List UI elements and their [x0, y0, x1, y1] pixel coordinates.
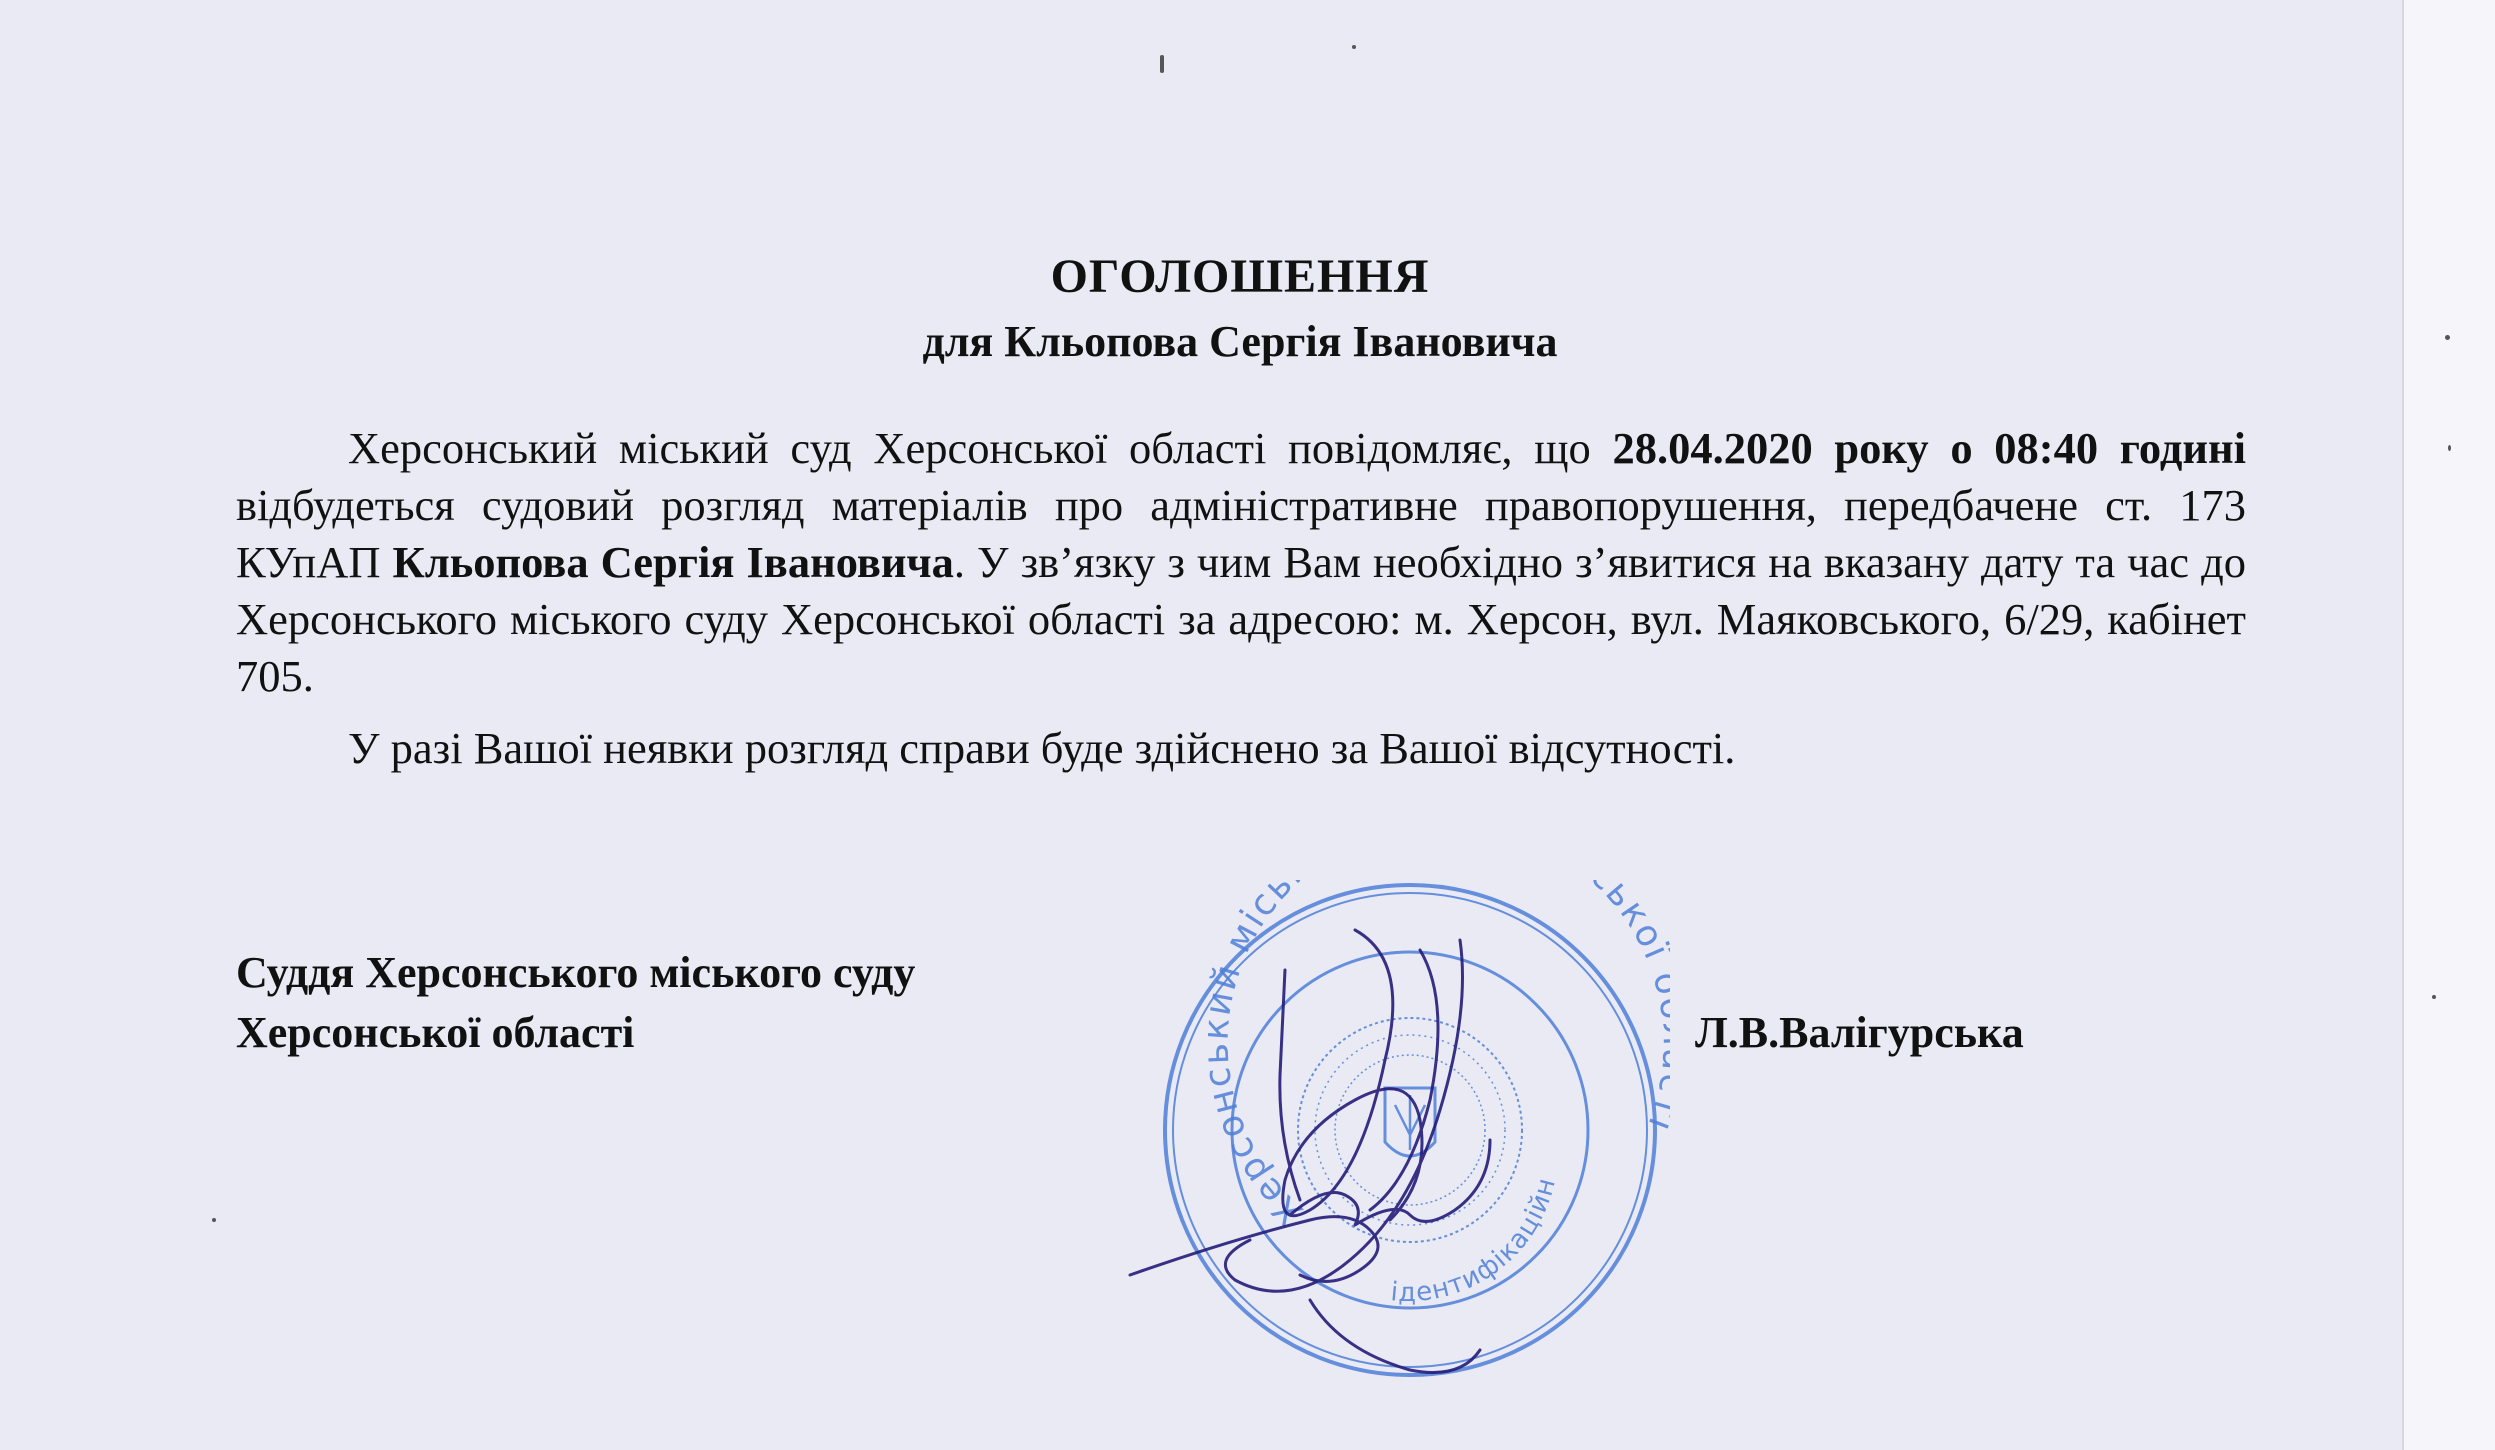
scan-edge-strip	[2402, 0, 2495, 1450]
court-seal-icon	[1110, 880, 1670, 1400]
notice-text-intro: Херсонський міський суд Херсонської області повідомляє, що	[348, 423, 1613, 473]
absence-paragraph: У разі Вашої неявки розгляд справи буде здійснено за Вашої відсутності.	[348, 723, 1736, 773]
hearing-datetime: 28.04.2020 року о 08:40 годині	[1612, 423, 2246, 473]
court-seal	[1110, 880, 1670, 1400]
scan-speck	[212, 1218, 216, 1222]
judge-position-line1: Суддя Херсонського міського суду	[236, 948, 916, 997]
notice-paragraph	[236, 420, 2246, 705]
scan-speck	[2432, 995, 2436, 999]
judge-position-line2: Херсонської області	[236, 1008, 635, 1057]
svg-text:Херсонський міський суд Херсон: Херсонський місь ько	[1195, 880, 1670, 1234]
notice-text-end: . У зв’язку з чим Вам необхідно з’явитися на вказану дату та час до Херсонського міського суду Херсонської області за адресою: м. Херсон, вул. Маяковського, 6/29, кабінет 705.	[236, 537, 2246, 701]
judge-name: Л.В.Валігурська	[1695, 1008, 2024, 1057]
notice-text-middle: відбудеться судовий розгляд матеріалів про адміністративне правопорушення, передбачене ст. 173 КУпАП	[236, 480, 2246, 587]
scan-speck	[1160, 55, 1164, 73]
document-subtitle: для Кльопова Сергія Івановича	[922, 317, 1558, 366]
scan-speck	[2448, 445, 2451, 451]
document-title: ОГОЛОШЕННЯ	[1050, 250, 1430, 303]
svg-text:ідентифікаційний код 40366853: ідентифікаційн	[1389, 1174, 1563, 1309]
defendant-name: Кльопова Сергія Івановича	[392, 537, 954, 587]
scan-speck	[1352, 45, 1356, 49]
